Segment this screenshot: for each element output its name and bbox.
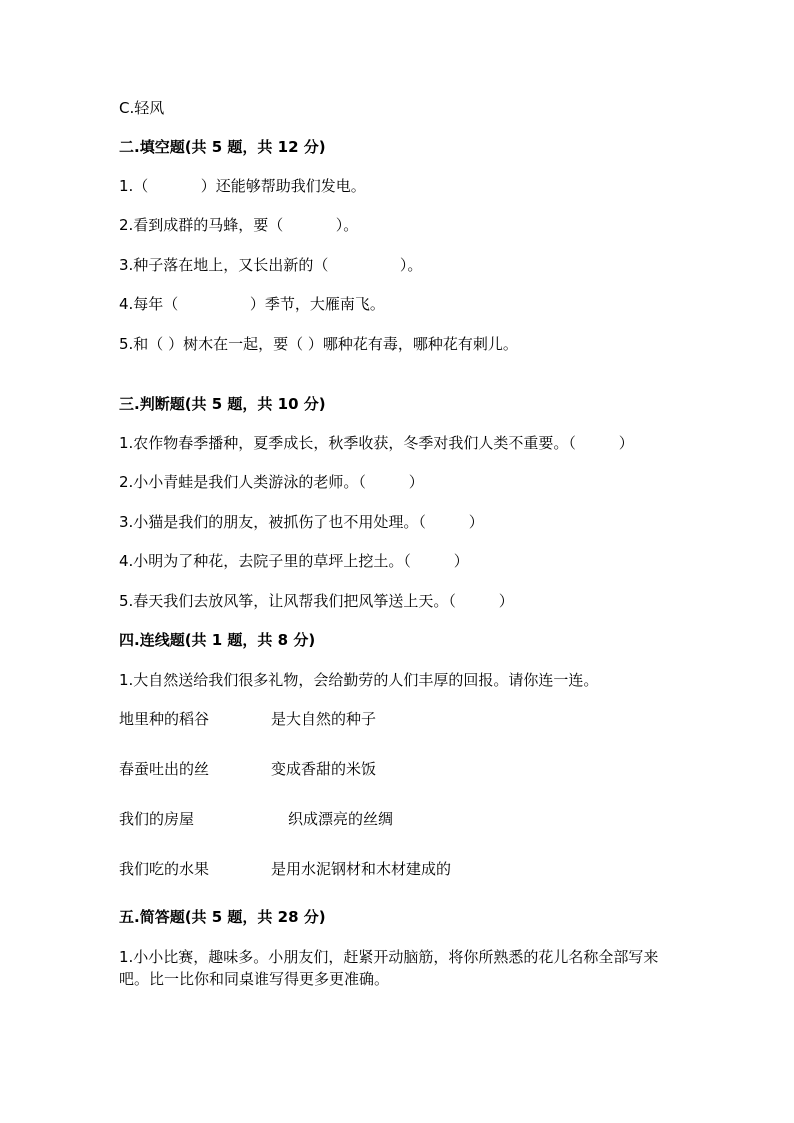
fill-question-4: 4.每年（ ）季节，大雁南飞。 <box>119 295 385 313</box>
fill-question-2: 2.看到成群的马蜂，要（ ）。 <box>119 216 359 234</box>
match-right-item: 是用水泥钢材和木材建成的 <box>271 860 452 878</box>
fill-question-3: 3.种子落在地上，又长出新的（ ）。 <box>119 256 423 274</box>
judge-question-4: 4.小明为了种花，去院子里的草坪上挖土。（ ） <box>119 552 469 570</box>
match-left-item: 春蚕吐出的丝 <box>119 760 210 778</box>
match-left-item: 我们的房屋 <box>119 810 195 828</box>
section-3-title: 三.判断题(共 5 题，共 10 分) <box>119 395 326 413</box>
fill-question-5: 5.和（ ）树木在一起，要（ ）哪种花有毒，哪种花有刺儿。 <box>119 335 518 353</box>
judge-question-1: 1.农作物春季播种，夏季成长，秋季收获，冬季对我们人类不重要。（ ） <box>119 434 634 452</box>
match-right-item: 织成漂亮的丝绸 <box>288 810 394 828</box>
match-question-1: 1.大自然送给我们很多礼物，会给勤劳的人们丰厚的回报。请你连一连。 <box>119 671 599 689</box>
judge-question-2: 2.小小青蛙是我们人类游泳的老师。（ ） <box>119 473 424 491</box>
section-5-title: 五.简答题(共 5 题，共 28 分) <box>119 908 326 926</box>
match-right-item: 变成香甜的米饭 <box>271 760 377 778</box>
section-4-title: 四.连线题(共 1 题，共 8 分) <box>119 631 316 649</box>
judge-question-5: 5.春天我们去放风筝，让风帮我们把风筝送上天。（ ） <box>119 592 514 610</box>
match-right-item: 是大自然的种子 <box>271 710 377 728</box>
match-left-item: 地里种的稻谷 <box>119 710 210 728</box>
judge-question-3: 3.小猫是我们的朋友，被抓伤了也不用处理。（ ） <box>119 513 484 531</box>
previous-option-c: C.轻风 <box>119 99 165 117</box>
section-2-title: 二.填空题(共 5 题，共 12 分) <box>119 138 326 156</box>
short-answer-question-1: 1.小小比赛，趣味多。小朋友们，赶紧开动脑筋，将你所熟悉的花儿名称全部写来吧。比一比你和同桌谁写得更多更准确。 <box>119 948 659 988</box>
match-left-item: 我们吃的水果 <box>119 860 210 878</box>
fill-question-1: 1.（ ）还能够帮助我们发电。 <box>119 177 366 195</box>
